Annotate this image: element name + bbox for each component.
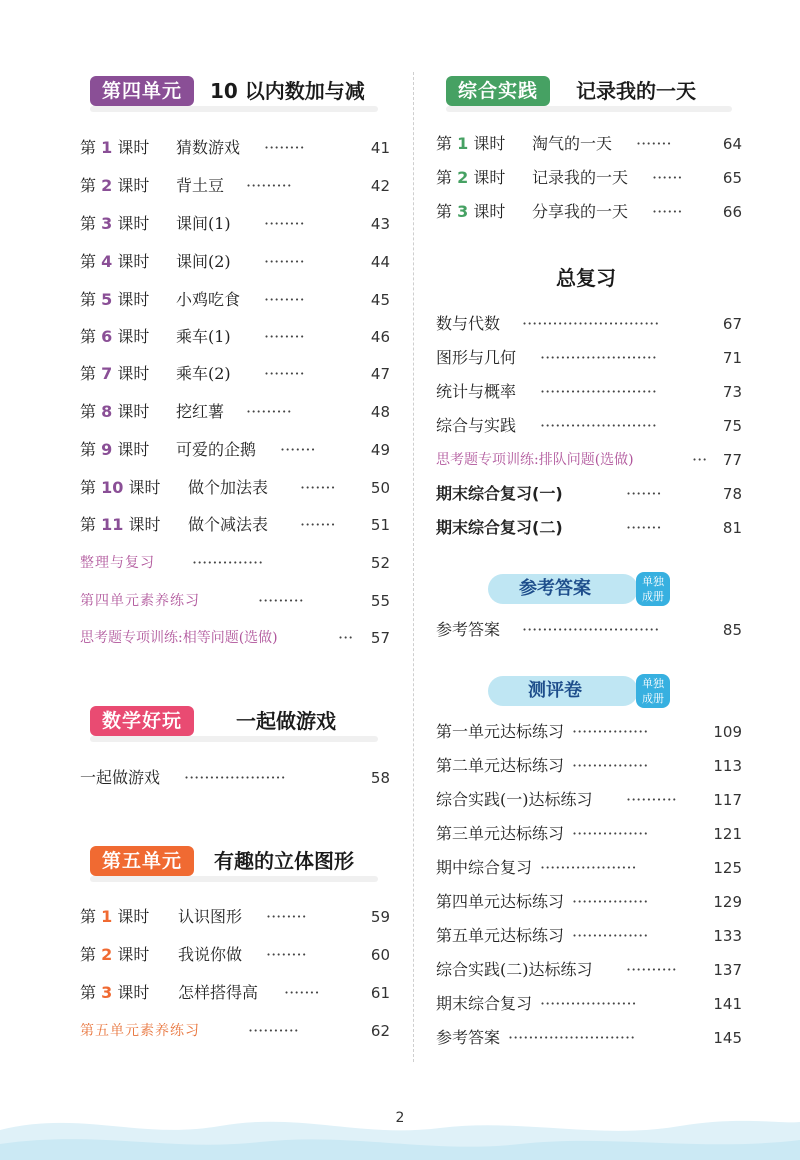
item-title: 图形与几何 bbox=[436, 348, 517, 367]
toc-row[interactable] bbox=[80, 400, 390, 424]
lesson-number: 7 bbox=[101, 364, 113, 383]
item-title: 数与代数 bbox=[436, 314, 501, 333]
review-title: 整理与复习 bbox=[80, 555, 155, 571]
lesson-prefix: 第 bbox=[80, 290, 97, 309]
lesson-label bbox=[436, 132, 505, 156]
practice-header bbox=[436, 72, 732, 112]
lesson-suffix: 课时 bbox=[117, 907, 150, 926]
header-underline bbox=[90, 736, 378, 742]
toc-row[interactable] bbox=[80, 513, 390, 537]
page-ref: 141 bbox=[713, 995, 742, 1013]
lesson-prefix: 第 bbox=[80, 327, 97, 346]
item-title: 第五单元达标练习 bbox=[436, 926, 565, 945]
item-title: 第二单元达标练习 bbox=[436, 756, 565, 775]
final-review-title: 期末综合复习(一) bbox=[436, 484, 563, 503]
leader-dots: ··················· bbox=[540, 858, 637, 877]
leader-dots: ········ bbox=[266, 945, 307, 964]
toc-row[interactable] bbox=[80, 905, 390, 929]
page-ref: 61 bbox=[370, 984, 390, 1002]
toc-row[interactable] bbox=[436, 516, 742, 540]
page-ref: 62 bbox=[370, 1022, 390, 1040]
lesson-suffix: 课时 bbox=[128, 515, 161, 534]
lesson-label bbox=[80, 513, 160, 537]
lesson-prefix: 第 bbox=[80, 515, 97, 534]
page-ref: 45 bbox=[370, 291, 390, 309]
lesson-title: 怎样搭得高 bbox=[178, 983, 259, 1002]
page-ref: 52 bbox=[370, 554, 390, 572]
lesson-number: 2 bbox=[457, 168, 469, 187]
page-ref: 48 bbox=[370, 403, 390, 421]
lesson-title: 做个减法表 bbox=[188, 515, 269, 534]
toc-row[interactable] bbox=[436, 448, 742, 472]
toc-row[interactable] bbox=[436, 132, 742, 156]
lesson-label bbox=[80, 174, 149, 198]
lesson-label bbox=[436, 200, 505, 224]
item-title: 参考答案 bbox=[436, 620, 501, 639]
lesson-prefix: 第 bbox=[80, 983, 97, 1002]
lesson-suffix: 课时 bbox=[117, 252, 150, 271]
tests-badge bbox=[488, 674, 674, 708]
leader-dots: ······ bbox=[652, 168, 683, 187]
page-ref: 57 bbox=[370, 629, 390, 647]
leader-dots: ··· bbox=[338, 628, 354, 647]
lesson-number: 3 bbox=[457, 202, 469, 221]
unit4-badge: 第四单元 bbox=[90, 76, 194, 106]
page-ref: 46 bbox=[370, 328, 390, 346]
tag-line-1: 单独 bbox=[642, 677, 664, 690]
leader-dots: ········ bbox=[264, 290, 305, 309]
toc-row[interactable] bbox=[436, 618, 742, 642]
leader-dots: ··························· bbox=[522, 620, 660, 639]
leader-dots: ········ bbox=[266, 907, 307, 926]
page-ref: 75 bbox=[722, 417, 742, 435]
lesson-title: 挖红薯 bbox=[176, 402, 225, 421]
toc-row[interactable] bbox=[436, 720, 742, 744]
toc-row[interactable] bbox=[80, 288, 390, 312]
toc-row[interactable] bbox=[436, 380, 742, 404]
page-ref: 59 bbox=[370, 908, 390, 926]
lesson-label bbox=[80, 438, 149, 462]
unit4-header bbox=[80, 72, 378, 112]
page-ref: 81 bbox=[722, 519, 742, 537]
page-ref: 77 bbox=[722, 451, 742, 469]
lesson-label bbox=[80, 250, 149, 274]
lesson-title: 认识图形 bbox=[178, 907, 243, 926]
fun-badge: 数学好玩 bbox=[90, 706, 194, 736]
lesson-title: 记录我的一天 bbox=[532, 168, 629, 187]
lesson-prefix: 第 bbox=[80, 945, 97, 964]
page-ref: 55 bbox=[370, 592, 390, 610]
lesson-number: 1 bbox=[101, 138, 113, 157]
toc-row[interactable] bbox=[80, 1019, 390, 1043]
page-ref: 85 bbox=[722, 621, 742, 639]
leader-dots: ······················· bbox=[540, 416, 657, 435]
toc-row[interactable] bbox=[436, 788, 742, 812]
header-underline bbox=[446, 106, 732, 112]
lesson-prefix: 第 bbox=[80, 214, 97, 233]
toc-row[interactable] bbox=[80, 476, 390, 500]
lesson-prefix: 第 bbox=[80, 402, 97, 421]
page-ref: 49 bbox=[370, 441, 390, 459]
leader-dots: ········ bbox=[264, 252, 305, 271]
toc-row[interactable] bbox=[80, 174, 390, 198]
page-ref: 78 bbox=[722, 485, 742, 503]
page-ref: 129 bbox=[713, 893, 742, 911]
page-ref: 51 bbox=[370, 516, 390, 534]
lesson-title: 我说你做 bbox=[178, 945, 243, 964]
page-ref: 41 bbox=[370, 139, 390, 157]
answers-badge bbox=[488, 572, 674, 606]
answers-badge-label: 参考答案 bbox=[488, 574, 622, 604]
lesson-title: 乘车(2) bbox=[176, 364, 231, 383]
tests-badge-label: 测评卷 bbox=[488, 676, 622, 706]
lesson-prefix: 第 bbox=[80, 176, 97, 195]
lesson-number: 10 bbox=[101, 478, 124, 497]
lesson-suffix: 课时 bbox=[117, 138, 150, 157]
badge-tail bbox=[618, 676, 638, 706]
toc-row[interactable] bbox=[436, 890, 742, 914]
lesson-prefix: 第 bbox=[80, 440, 97, 459]
thinking-title: 思考题专项训练:排队问题(选做) bbox=[436, 452, 634, 468]
leader-dots: ························· bbox=[508, 1028, 636, 1047]
lesson-number: 3 bbox=[101, 214, 113, 233]
lesson-number: 6 bbox=[101, 327, 113, 346]
lesson-title: 课间(1) bbox=[176, 214, 231, 233]
leader-dots: ·········· bbox=[626, 790, 677, 809]
page-ref: 64 bbox=[722, 135, 742, 153]
lesson-title: 分享我的一天 bbox=[532, 202, 629, 221]
toc-row[interactable] bbox=[436, 856, 742, 880]
leader-dots: ········· bbox=[246, 176, 292, 195]
lesson-title: 淘气的一天 bbox=[532, 134, 613, 153]
item-title: 第三单元达标练习 bbox=[436, 824, 565, 843]
lesson-suffix: 课时 bbox=[117, 327, 150, 346]
toc-row[interactable] bbox=[80, 626, 390, 650]
lesson-label bbox=[80, 325, 149, 349]
review-title: 总复习 bbox=[556, 266, 616, 290]
leader-dots: ······················· bbox=[540, 348, 657, 367]
lesson-suffix: 课时 bbox=[473, 134, 506, 153]
page-ref: 65 bbox=[722, 169, 742, 187]
leader-dots: ········· bbox=[258, 591, 304, 610]
lesson-number: 3 bbox=[101, 983, 113, 1002]
page-ref: 44 bbox=[370, 253, 390, 271]
lesson-prefix: 第 bbox=[80, 478, 97, 497]
page-ref: 145 bbox=[713, 1029, 742, 1047]
leader-dots: ······· bbox=[636, 134, 672, 153]
lesson-number: 2 bbox=[101, 945, 113, 964]
toc-row[interactable] bbox=[80, 943, 390, 967]
page-ref: 47 bbox=[370, 365, 390, 383]
leader-dots: ··············· bbox=[572, 824, 649, 843]
lesson-prefix: 第 bbox=[80, 907, 97, 926]
toc-row[interactable] bbox=[436, 482, 742, 506]
page-ref: 43 bbox=[370, 215, 390, 233]
toc-row[interactable] bbox=[80, 438, 390, 462]
tag-line-2: 成册 bbox=[642, 692, 664, 705]
lesson-number: 11 bbox=[101, 515, 124, 534]
header-underline bbox=[90, 876, 378, 882]
toc-row[interactable] bbox=[436, 414, 742, 438]
unit5-title: 有趣的立体图形 bbox=[214, 849, 354, 873]
toc-row[interactable] bbox=[80, 551, 390, 575]
lesson-label bbox=[80, 362, 149, 386]
toc-row[interactable] bbox=[436, 312, 742, 336]
lesson-number: 9 bbox=[101, 440, 113, 459]
toc-row[interactable] bbox=[80, 212, 390, 236]
leader-dots: ·········· bbox=[248, 1021, 299, 1040]
lesson-title: 小鸡吃食 bbox=[176, 290, 241, 309]
header-underline bbox=[90, 106, 378, 112]
toc-row[interactable] bbox=[80, 362, 390, 386]
item-title: 第四单元达标练习 bbox=[436, 892, 565, 911]
lesson-number: 2 bbox=[101, 176, 113, 195]
leader-dots: ······· bbox=[284, 983, 320, 1002]
tag-line-2: 成册 bbox=[642, 590, 664, 603]
leader-dots: ······· bbox=[300, 478, 336, 497]
lesson-number: 1 bbox=[457, 134, 469, 153]
leader-dots: ··············· bbox=[572, 756, 649, 775]
lesson-label bbox=[80, 136, 149, 160]
toc-row[interactable] bbox=[80, 325, 390, 349]
leader-dots: ··························· bbox=[522, 314, 660, 333]
leader-dots: ······ bbox=[652, 202, 683, 221]
lesson-title: 猜数游戏 bbox=[176, 138, 241, 157]
leader-dots: ······· bbox=[626, 484, 662, 503]
unit5-badge: 第五单元 bbox=[90, 846, 194, 876]
page-ref: 67 bbox=[722, 315, 742, 333]
page-ref: 121 bbox=[713, 825, 742, 843]
page-ref: 50 bbox=[370, 479, 390, 497]
separate-volume-tag bbox=[636, 674, 670, 708]
leader-dots: ··· bbox=[692, 450, 708, 469]
fun-header bbox=[80, 702, 378, 742]
lesson-title: 做个加法表 bbox=[188, 478, 269, 497]
leader-dots: ··············· bbox=[572, 722, 649, 741]
item-title: 统计与概率 bbox=[436, 382, 517, 401]
toc-row[interactable] bbox=[436, 1026, 742, 1050]
page-ref: 125 bbox=[713, 859, 742, 877]
lesson-suffix: 课时 bbox=[117, 290, 150, 309]
lesson-title: 背土豆 bbox=[176, 176, 225, 195]
practice-title: 第四单元素养练习 bbox=[80, 593, 200, 609]
toc-row[interactable] bbox=[80, 589, 390, 613]
lesson-suffix: 课时 bbox=[117, 440, 150, 459]
item-title: 综合实践(一)达标练习 bbox=[436, 790, 593, 809]
toc-row[interactable] bbox=[436, 200, 742, 224]
item-title: 期中综合复习 bbox=[436, 858, 533, 877]
lesson-label bbox=[80, 400, 149, 424]
leader-dots: ······· bbox=[280, 440, 316, 459]
toc-row[interactable] bbox=[80, 250, 390, 274]
leader-dots: ······· bbox=[626, 518, 662, 537]
thinking-title: 思考题专项训练:相等问题(选做) bbox=[80, 630, 278, 646]
leader-dots: ··············· bbox=[572, 892, 649, 911]
lesson-suffix: 课时 bbox=[117, 983, 150, 1002]
item-title: 参考答案 bbox=[436, 1028, 501, 1047]
leader-dots: ···················· bbox=[184, 768, 286, 787]
lesson-suffix: 课时 bbox=[117, 402, 150, 421]
toc-row[interactable] bbox=[436, 924, 742, 948]
leader-dots: ·········· bbox=[626, 960, 677, 979]
practice-badge: 综合实践 bbox=[446, 76, 550, 106]
page-ref: 73 bbox=[722, 383, 742, 401]
lesson-label bbox=[80, 212, 149, 236]
item-title: 一起做游戏 bbox=[80, 768, 161, 787]
lesson-suffix: 课时 bbox=[473, 202, 506, 221]
lesson-suffix: 课时 bbox=[117, 364, 150, 383]
lesson-title: 可爱的企鹅 bbox=[176, 440, 257, 459]
lesson-label bbox=[80, 288, 149, 312]
lesson-suffix: 课时 bbox=[117, 945, 150, 964]
leader-dots: ········· bbox=[246, 402, 292, 421]
lesson-title: 乘车(1) bbox=[176, 327, 231, 346]
final-review-title: 期末综合复习(二) bbox=[436, 518, 563, 537]
bottom-wave-decoration bbox=[0, 1100, 800, 1160]
lesson-suffix: 课时 bbox=[117, 214, 150, 233]
toc-row[interactable] bbox=[436, 166, 742, 190]
page-ref: 113 bbox=[713, 757, 742, 775]
separate-volume-tag bbox=[636, 572, 670, 606]
page-ref: 58 bbox=[370, 769, 390, 787]
lesson-suffix: 课时 bbox=[128, 478, 161, 497]
page-ref: 133 bbox=[713, 927, 742, 945]
lesson-label bbox=[80, 981, 149, 1005]
leader-dots: ······· bbox=[300, 515, 336, 534]
lesson-label bbox=[80, 905, 149, 929]
column-divider bbox=[413, 72, 414, 1062]
lesson-prefix: 第 bbox=[436, 134, 453, 153]
lesson-title: 课间(2) bbox=[176, 252, 231, 271]
lesson-prefix: 第 bbox=[80, 138, 97, 157]
toc-row[interactable] bbox=[436, 754, 742, 778]
leader-dots: ········ bbox=[264, 214, 305, 233]
lesson-number: 5 bbox=[101, 290, 113, 309]
page-ref: 60 bbox=[370, 946, 390, 964]
tag-line-1: 单独 bbox=[642, 575, 664, 588]
toc-row[interactable] bbox=[436, 958, 742, 982]
leader-dots: ··············· bbox=[572, 926, 649, 945]
page-ref: 137 bbox=[713, 961, 742, 979]
page-ref: 66 bbox=[722, 203, 742, 221]
lesson-label bbox=[80, 943, 149, 967]
toc-row[interactable] bbox=[80, 136, 390, 160]
badge-tail bbox=[618, 574, 638, 604]
unit5-header bbox=[80, 842, 378, 882]
lesson-prefix: 第 bbox=[80, 252, 97, 271]
leader-dots: ········ bbox=[264, 364, 305, 383]
lesson-suffix: 课时 bbox=[473, 168, 506, 187]
lesson-label bbox=[436, 166, 505, 190]
lesson-number: 8 bbox=[101, 402, 113, 421]
page-number: 2 bbox=[395, 1110, 405, 1126]
leader-dots: ········ bbox=[264, 327, 305, 346]
toc-row[interactable] bbox=[436, 992, 742, 1016]
lesson-number: 4 bbox=[101, 252, 113, 271]
leader-dots: ·············· bbox=[192, 553, 264, 572]
leader-dots: ········ bbox=[264, 138, 305, 157]
toc-row[interactable] bbox=[436, 822, 742, 846]
fun-title: 一起做游戏 bbox=[236, 709, 336, 733]
lesson-prefix: 第 bbox=[436, 168, 453, 187]
practice-title: 记录我的一天 bbox=[576, 79, 696, 103]
lesson-number: 1 bbox=[101, 907, 113, 926]
leader-dots: ··················· bbox=[540, 994, 637, 1013]
page-ref: 42 bbox=[370, 177, 390, 195]
practice-title: 第五单元素养练习 bbox=[80, 1023, 200, 1039]
page-ref: 71 bbox=[722, 349, 742, 367]
item-title: 期末综合复习 bbox=[436, 994, 533, 1013]
item-title: 综合实践(二)达标练习 bbox=[436, 960, 593, 979]
item-title: 第一单元达标练习 bbox=[436, 722, 565, 741]
toc-row[interactable] bbox=[436, 346, 742, 370]
lesson-prefix: 第 bbox=[436, 202, 453, 221]
lesson-label bbox=[80, 476, 160, 500]
lesson-prefix: 第 bbox=[80, 364, 97, 383]
toc-row[interactable] bbox=[80, 981, 390, 1005]
leader-dots: ······················· bbox=[540, 382, 657, 401]
page-ref: 117 bbox=[713, 791, 742, 809]
lesson-suffix: 课时 bbox=[117, 176, 150, 195]
item-title: 综合与实践 bbox=[436, 416, 517, 435]
toc-row[interactable] bbox=[80, 766, 390, 790]
unit4-title: 10 以内数加与减 bbox=[210, 79, 365, 103]
page-ref: 109 bbox=[713, 723, 742, 741]
